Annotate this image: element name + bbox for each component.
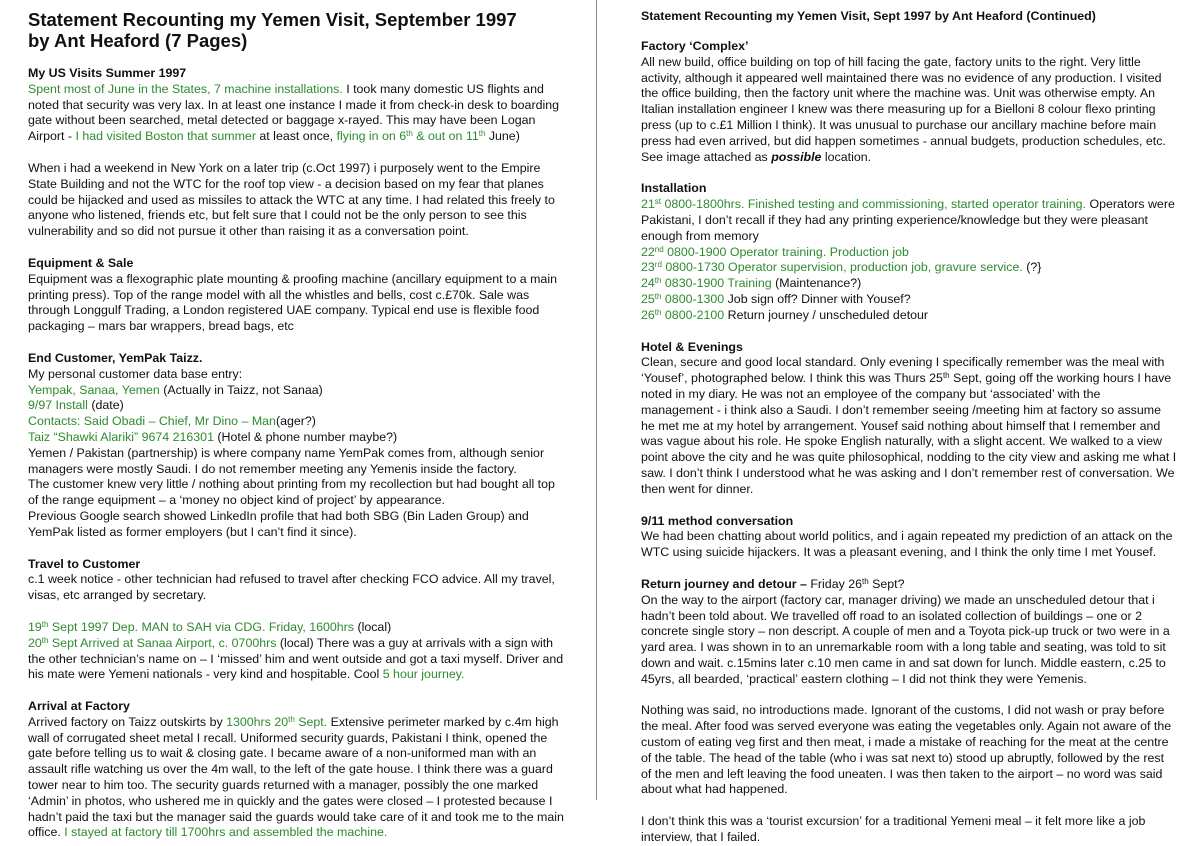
section-equipment-sale: Equipment & Sale Equipment was a flexographic plate mounting & proofing machine (ancillary equipment to a main printing press). Top of the range model with all the whistles and bells, cost c.£70k. Sale was through Longgulf Trading, a London registered UAE company. Typical end use is flexible food packaging – mars bar wrappers, bread bags, etc (28, 256, 576, 335)
section-heading: Factory ‘Complex’ (641, 39, 749, 53)
section-heading: Installation (641, 181, 707, 196)
section-heading: 9/11 method conversation (641, 513, 794, 528)
section-arrival: Arrival at Factory Arrived factory on Taizz outskirts by 1300hrs 20th Sept. Extensive perimeter marked by c.4m high wall of corrugated sheet metal I recall. Uniformed security guards, Pakistani I think, opened the gate before telling us to wait & closing gate. I became aware of a non-uniformed man with an assault rifle watching us over the 4m wall, to the left of the gate house. I think there was a guard tower near to him too. The security guards returned with a manager, possibly the one marked ‘Admin’ in photos, who ushered me in quickly and the gates were closed – I protested because I hadn’t paid the taxi but the manager said the guards would take care of it and took me to the main office. I stayed at factory till 1700hrs and assembled the machine. (28, 699, 576, 841)
section-heading: Travel to Customer (28, 556, 141, 571)
section-factory-complex: Factory ‘Complex’ All new build, office building on top of hill facing the gate, factory units to the right. Very little activity, although it appeared well maintained there was no evidence of any production. I visited the office building, then the factory unit where the machine was. Unit was otherwise empty. An Italian installation engineer I knew was there measuring up for a Bielloni 8 colour flexo printing press (up to c.£1 Million I think). It was unusual to purchase our ancillary machine before main press had even arrived, but did happen sometimes - annual budgets, production schedules, etc. See image attached as possible location. (641, 39, 1181, 165)
section-heading: My US Visits Summer 1997 (28, 66, 187, 80)
continued-title: Statement Recounting my Yemen Visit, Sept 1997 by Ant Heaford (Continued) (641, 9, 1096, 23)
section-heading: Equipment & Sale (28, 255, 134, 270)
section-heading: Return journey and detour – Friday 26th Sept? (641, 576, 905, 591)
document-title: Statement Recounting my Yemen Visit, September 1997 by Ant Heaford (7 Pages) (28, 9, 517, 51)
section-travel: Travel to Customer c.1 week notice - other technician had refused to travel after checking FCO advice. All my travel, visas, etc arranged by secretary. 19th Sept 1997 Dep. MAN to SAH via CDG. Friday, 1600hrs (local) 20th Sept Arrived at Sanaa Airport, c. 0700hrs (local) There was a guy at arrivals with a sign with the other technician’s name on – I ‘missed’ him and went outside and got a taxi myself. Driver and his mate were Yemeni nationals - very kind and hospitable. Cool 5 hour journey. (28, 557, 576, 684)
left-page (28, 0, 576, 840)
section-us-visits: My US Visits Summer 1997 Spent most of June in the States, 7 machine installations. I took many domestic US flights and noted that security was very lax. In at least one instance I made it from check-in desk to boarding gate without been searched, metal detected or baggage x-rayed. This may have been Logan Airport - I had visited Boston that summer at least once, flying in on 6th & out on 11th June) When i had a weekend in New York on a later trip (c.Oct 1997) i purposely went to the Empire State Building and not the WTC for the roof top view - a decision based on my fear that planes could be hijacked and used as missiles to attack the WTC at any time. I had related this freely to anyone who listened, friends etc, but felt sure that I could not be the only person to see this vulnerability and so did not pursue it other than raising it as a conversation point. (28, 66, 576, 240)
section-heading: Hotel & Evenings (641, 339, 743, 354)
section-end-customer: End Customer, YemPak Taizz. My personal customer data base entry: Yempak, Sanaa, Yemen (Actually in Taizz, not Sanaa) 9/97 Install (date) Contacts: Said Obadi – Chief, Mr Dino – Man(ager?) Taiz “Shawki Alariki” 9674 216301 (Hotel & phone number maybe?) Yemen / Pakistan (partnership) is where company name YemPak comes from, although senior managers were mostly Saudi. I do not remember meeting any Yemenis inside the factory. The customer knew very little / nothing about printing from my recollection but had bought all top of the range equipment – a ‘money no object kind of project’ by appearance. Previous Google search showed LinkedIn profile that had both SBG (Bin Laden Group) and YemPak listed as former employers (but I can’t find it since). (28, 351, 576, 541)
page-divider (596, 0, 597, 800)
section-heading: Arrival at Factory (28, 699, 130, 714)
section-911-conversation: 9/11 method conversation We had been chatting about world politics, and i again repeated my prediction of an attack on the WTC using suicide hijackers. It was a pleasant evening, and I think the only time I met Yousef. (641, 514, 1181, 561)
section-installation: Installation 21st 0800-1800hrs. Finished testing and commissioning, started operator training. Operators were Pakistani, I don’t recall if they had any printing experience/knowledge but they were pleasant enough from memory 22nd 0800-1900 Operator training. Production job 23rd 0800-1730 Operator supervision, production job, gravure service. (?} 24th 0830-1900 Training (Maintenance?) 25th 0800-1300 Job sign off? Dinner with Yousef? 26th 0800-2100 Return journey / unscheduled detour (641, 181, 1181, 323)
section-return-journey: Return journey and detour – Friday 26th Sept? On the way to the airport (factory car, manager driving) we made an unscheduled detour that i hadn’t been told about. We travelled off road to an isolated collection of buildings – one or 2 concrete single story – non descript. A couple of men and a Toyota pick-up truck or two were in a yard area. I was shown in to an unremarkable room with a long table and seating, was told to sit down and wait. c.15mins later c.10 men came in and sat down for lunch. Middle eastern, c.25 to 45yrs, all bearded, ‘practical’ eastern clothing – I did not think they were Yemenis. Nothing was said, no introductions made. Ignorant of the customs, I did not wash or pray before the meal. After food was served everyone was eating the vegetables only. Again not aware of the custom of eating veg first and then meat, i made a mistake of reaching for the meat at the centre of the table. The head of the table (who i was sat next to) stood up abruptly, followed by the rest of the men and left leaving the food uneaten. I was then taken to the airport – no word was said about what had happened. I don’t think this was a ‘tourist excursion’ for a traditional Yemeni meal – it felt more like a job interview, that I failed. (641, 577, 1181, 846)
section-hotel-evenings: Hotel & Evenings Clean, secure and good local standard. Only evening I specifically remember was the meal with ‘Yousef’, photographed below. I think this was Thurs 25th Sept, going off the working hours I have noted in my diary. He was not an employee of the company but ‘associated’ with the management - i think also a Saudi. I don’t remember seeing /meeting him at factory so assume he met me at my hotel by arrangement. Yousef said nothing about himself that I remember and was vague about his role. He spoke English naturally, with a slight accent. We walked to a view point above the city and he was quite philosophical, nodding to the city view and asking me what I saw. I don’t think I understood what he was asking and I don’t remember rest of conversation. We then went for dinner. (641, 340, 1181, 498)
right-page (641, 0, 1181, 845)
section-heading: End Customer, YemPak Taizz. (28, 350, 203, 365)
